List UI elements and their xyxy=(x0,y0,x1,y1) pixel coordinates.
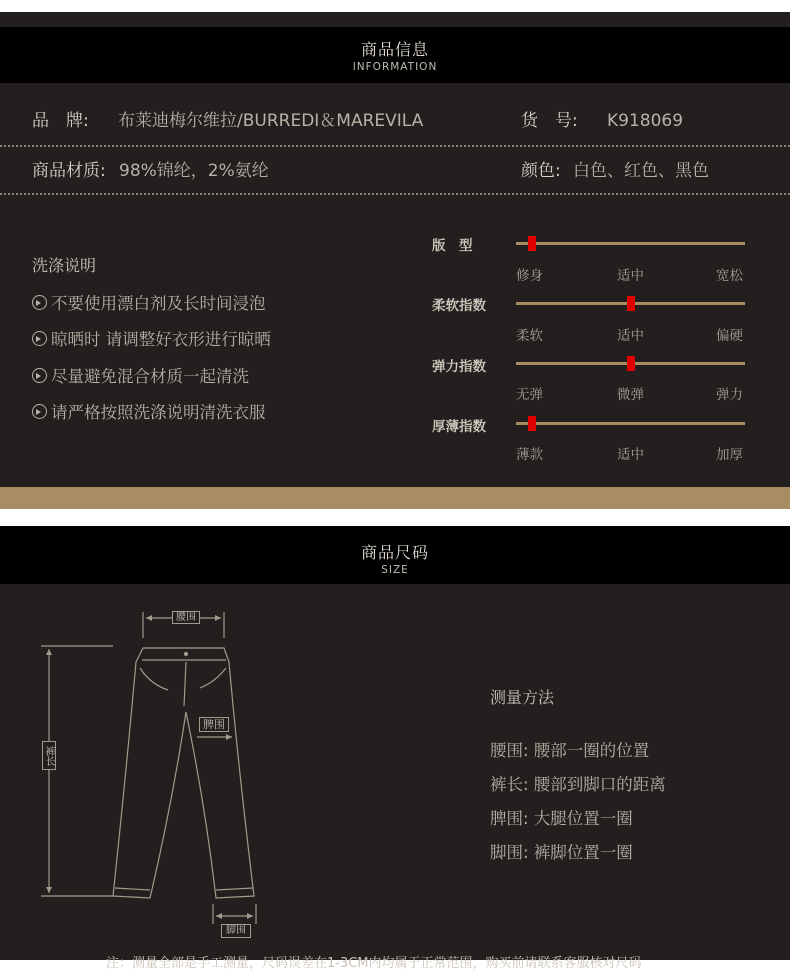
washing-item: 尽量避免混合材质一起清洗 xyxy=(32,363,249,387)
size-header-bar xyxy=(0,526,790,584)
play-circle-icon xyxy=(32,331,47,346)
index-label: 柔软指数 xyxy=(432,298,486,314)
pocket-right xyxy=(200,668,226,688)
hem-right xyxy=(216,888,253,890)
info-divider-1 xyxy=(0,145,790,147)
info-divider-2 xyxy=(0,193,790,195)
pocket-left xyxy=(140,668,168,690)
length-diagram-label: 裤长 xyxy=(42,741,56,770)
color-label: 颜色: xyxy=(521,161,561,181)
index-track xyxy=(516,422,745,425)
item-no-value: K918069 xyxy=(607,111,684,131)
washing-item: 不要使用漂白剂及长时间浸泡 xyxy=(32,290,266,314)
index-track xyxy=(516,302,745,305)
brand-value: 布莱迪梅尔维拉/BURREDI＆MAREVILA xyxy=(118,111,424,131)
white-gap xyxy=(0,509,790,526)
tick-right: 宽松 xyxy=(716,268,743,284)
washing-title: 洗涤说明 xyxy=(32,256,97,275)
index-marker xyxy=(528,236,536,251)
measure-item: 脚围: 裤脚位置一圈 xyxy=(490,843,633,862)
play-circle-icon xyxy=(32,368,47,383)
washing-item: 请严格按照洗涤说明清洗衣服 xyxy=(32,399,266,423)
tick-left: 无弹 xyxy=(516,387,543,403)
waist-diagram-label: 腰围 xyxy=(172,611,200,624)
index-label: 版 型 xyxy=(432,238,473,254)
tick-right: 偏硬 xyxy=(716,328,743,344)
material-value: 98%锦纶，2%氨纶 xyxy=(119,161,269,181)
item-no-label: 货 号: xyxy=(521,111,578,131)
measure-item: 裤长: 腰部到脚口的距离 xyxy=(490,775,666,794)
tick-mid: 微弹 xyxy=(617,387,644,403)
product-info-section xyxy=(0,12,790,487)
washing-item: 晾晒时 请调整好衣形进行晾晒 xyxy=(32,326,271,350)
play-circle-icon xyxy=(32,404,47,419)
color-value: 白色、红色、黑色 xyxy=(573,161,709,181)
tick-left: 薄款 xyxy=(516,447,543,463)
top-white-strip xyxy=(0,0,790,12)
gold-divider-band xyxy=(0,487,790,509)
pants-outline xyxy=(113,648,254,898)
index-marker xyxy=(627,296,635,311)
play-circle-icon xyxy=(32,295,47,310)
info-header-subtitle: INFORMATION xyxy=(352,61,438,73)
tick-right: 加厚 xyxy=(716,447,743,463)
brand-row xyxy=(0,111,790,159)
index-marker xyxy=(528,416,536,431)
size-header-subtitle: SIZE xyxy=(381,564,409,576)
measurement-note: 注：测量全部是手工测量，尺码误差在1-3CM内均属于正常范围，购买前请联系客服核对尺码 xyxy=(106,956,642,971)
hem-left xyxy=(115,888,150,890)
tick-mid: 适中 xyxy=(617,328,644,344)
material-row xyxy=(0,161,790,209)
tick-right: 弹力 xyxy=(716,387,743,403)
tick-left: 修身 xyxy=(516,268,543,284)
fly-line xyxy=(184,662,186,706)
index-label: 厚薄指数 xyxy=(432,419,486,435)
index-track xyxy=(516,362,745,365)
thigh-diagram-label: 脾围 xyxy=(199,717,229,732)
index-marker xyxy=(627,356,635,371)
measure-item: 腰围: 腰部一圈的位置 xyxy=(490,741,650,760)
material-label: 商品材质: xyxy=(32,161,106,181)
tick-left: 柔软 xyxy=(516,328,543,344)
size-header-title: 商品尺码 xyxy=(360,543,429,562)
measure-item: 脾围: 大腿位置一圈 xyxy=(490,809,633,828)
measure-method-title: 测量方法 xyxy=(490,688,555,707)
info-header-bar xyxy=(0,27,790,83)
index-track xyxy=(516,242,745,245)
size-section xyxy=(0,526,790,971)
tick-mid: 适中 xyxy=(617,447,644,463)
index-label: 弹力指数 xyxy=(432,359,486,375)
tick-mid: 适中 xyxy=(617,268,644,284)
brand-label: 品 牌: xyxy=(32,111,89,131)
info-header-title: 商品信息 xyxy=(360,40,429,59)
hem-diagram-label: 脚围 xyxy=(221,924,251,938)
